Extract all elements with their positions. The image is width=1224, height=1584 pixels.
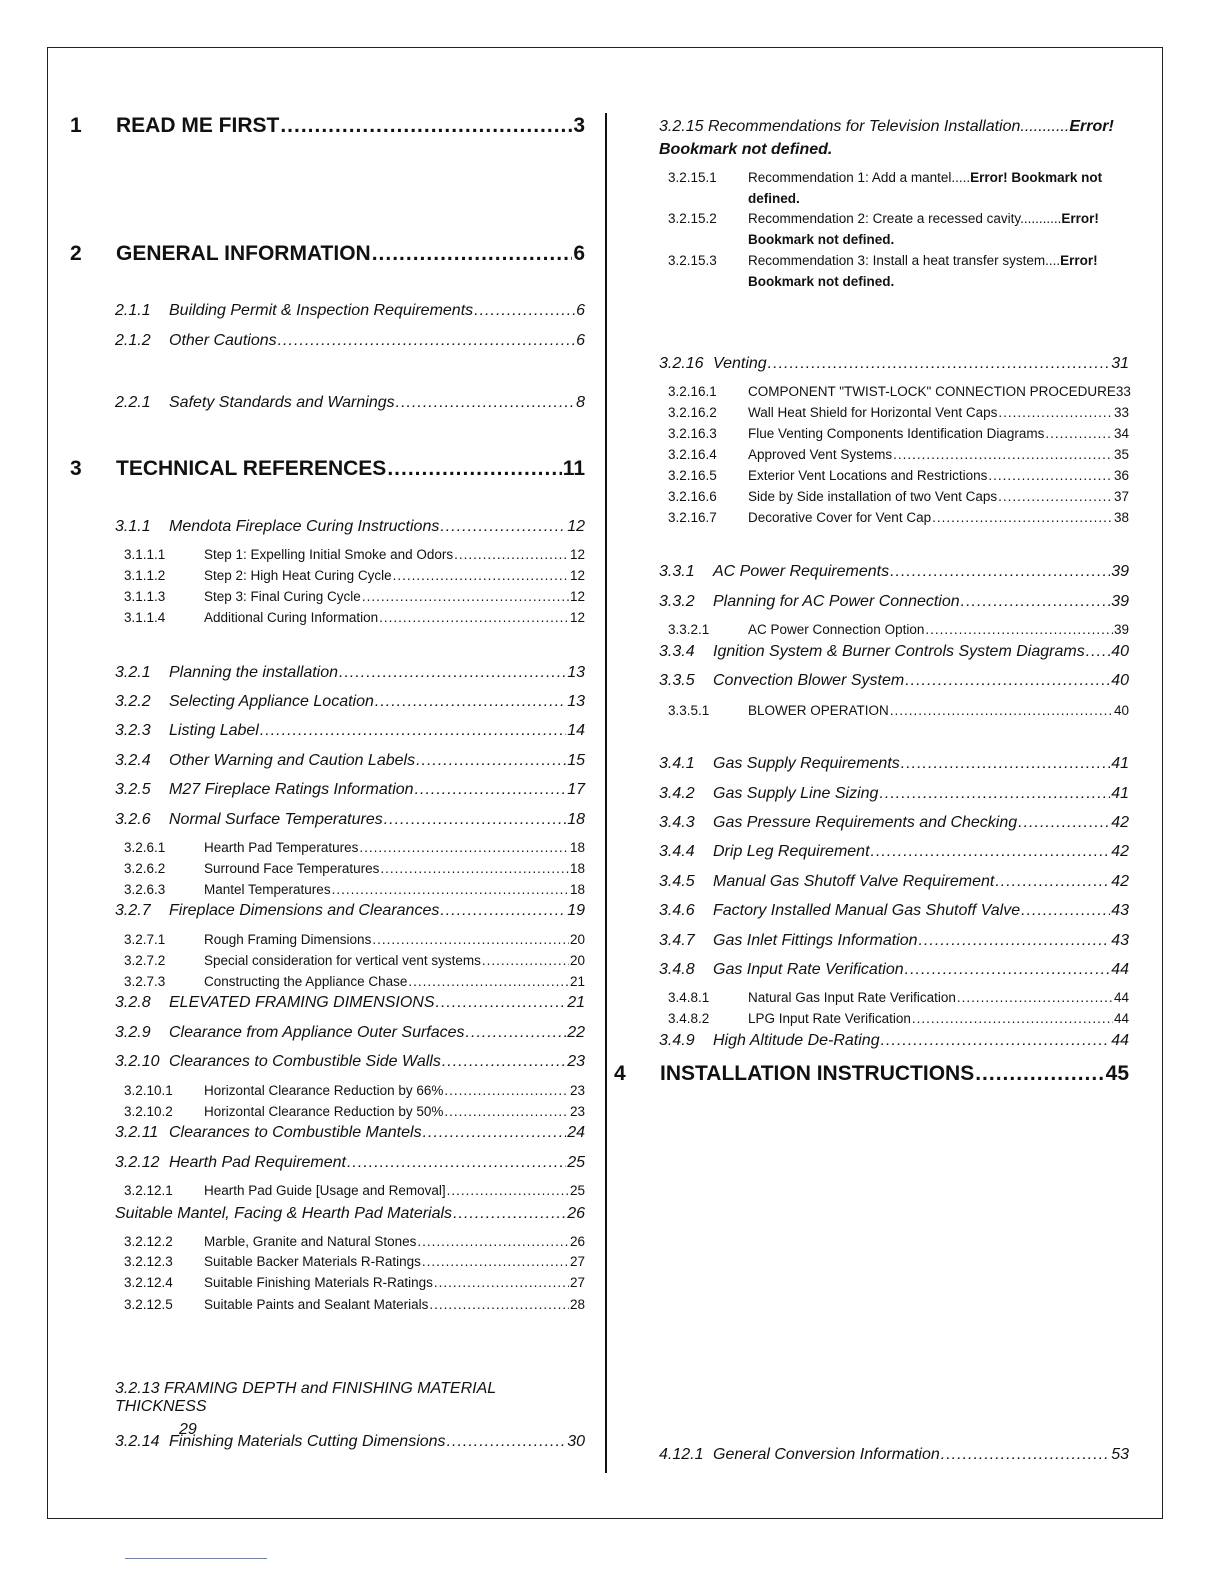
toc-entry-3-3-5-1[interactable]: 3.3.5.1 BLOWER OPERATION ..... 40 [668, 703, 1129, 718]
toc-entry-3-2-2[interactable]: 3.2.2 Selecting Appliance Location ..... 13 [115, 693, 585, 711]
toc-entry-3-2-6-3[interactable]: 3.2.6.3 Mantel Temperatures ..... 18 [124, 882, 585, 897]
toc-entry-3-1-1[interactable]: 3.1.1 Mendota Fireplace Curing Instructions ..... 12 [115, 518, 585, 536]
toc-entry-3-2-7-2[interactable]: 3.2.7.2 Special consideration for vertical vent systems ..... 20 [124, 953, 585, 968]
toc-entry-3-2-1[interactable]: 3.2.1 Planning the installation ..... 13 [115, 664, 585, 682]
toc-entry-3-2-15-3[interactable]: 3.2.15.3 Recommendation 3: Install a heat transfer system....Error! Bookmark not defined. [668, 253, 1098, 289]
toc-entry-3-2-4[interactable]: 3.2.4 Other Warning and Caution Labels ..... 15 [115, 752, 585, 770]
toc-entry-2-1-1[interactable]: 2.1.1 Building Permit & Inspection Requirements ..... 6 [115, 302, 585, 320]
toc-entry-3-2-10-2[interactable]: 3.2.10.2 Horizontal Clearance Reduction by 50% ..... 23 [124, 1104, 585, 1119]
toc-entry-3-1-1-2[interactable]: 3.1.1.2 Step 2: High Heat Curing Cycle ..... 12 [124, 568, 585, 583]
toc-page: 11 [562, 457, 585, 480]
toc-entry-3-3-1[interactable]: 3.3.1 AC Power Requirements ..... 39 [659, 563, 1129, 581]
toc-title: INSTALLATION INSTRUCTIONS [660, 1062, 975, 1085]
error-text: Error! Bookmark not defined. [659, 118, 1114, 158]
toc-entry-3-2-12[interactable]: 3.2.12 Hearth Pad Requirement ..... 25 [115, 1154, 585, 1172]
toc-entry-3-2-9[interactable]: 3.2.9 Clearance from Appliance Outer Surfaces ..... 22 [115, 1024, 585, 1042]
toc-entry-3-4-9[interactable]: 3.4.9 High Altitude De-Rating ..... 44 [659, 1032, 1129, 1050]
toc-entry-3-2-16-6[interactable]: 3.2.16.6 Side by Side installation of two Vent Caps ..... 37 [668, 489, 1129, 504]
leader-dots [372, 242, 573, 266]
toc-title: GENERAL INFORMATION [116, 242, 371, 265]
toc-entry-2-2-1[interactable]: 2.2.1 Safety Standards and Warnings ..... 8 [115, 394, 585, 412]
column-divider [605, 113, 607, 1473]
toc-entry-3-4-4[interactable]: 3.4.4 Drip Leg Requirement ..... 42 [659, 843, 1129, 861]
toc-entry-3-2-12-4[interactable]: 3.2.12.4 Suitable Finishing Materials R-Ratings ..... 27 [124, 1275, 585, 1290]
toc-entry-3-2-16-1[interactable]: 3.2.16.1 COMPONENT "TWIST-LOCK" CONNECTION PROCEDURE 33 [668, 384, 1131, 399]
toc-page: 45 [1105, 1062, 1129, 1085]
toc-entry-3-2-12-1[interactable]: 3.2.12.1 Hearth Pad Guide [Usage and Removal] ..... 25 [124, 1183, 585, 1198]
toc-entry-4[interactable]: 4 INSTALLATION INSTRUCTIONS ..... 45 [614, 1062, 1129, 1086]
toc-entry-3-2-3[interactable]: 3.2.3 Listing Label ..... 14 [115, 722, 585, 740]
leader-dots [280, 114, 572, 138]
toc-entry-3-2-13[interactable]: 3.2.13 FRAMING DEPTH and FINISHING MATERIAL THICKNESS 29 [115, 1380, 496, 1438]
toc-entry-3-2-12-3[interactable]: 3.2.12.3 Suitable Backer Materials R-Ratings ..... 27 [124, 1254, 585, 1269]
toc-entry-3-2-5[interactable]: 3.2.5 M27 Fireplace Ratings Information ..... 17 [115, 781, 585, 799]
toc-entry-suitable-materials[interactable]: Suitable Mantel, Facing & Hearth Pad Materials ..... 26 [115, 1205, 585, 1223]
toc-entry-3-1-1-1[interactable]: 3.1.1.1 Step 1: Expelling Initial Smoke and Odors ..... 12 [124, 547, 585, 562]
toc-entry-3-2-14[interactable]: 3.2.14 Finishing Materials Cutting Dimensions ..... 30 [115, 1433, 585, 1451]
toc-entry-3-2-16-5[interactable]: 3.2.16.5 Exterior Vent Locations and Restrictions ..... 36 [668, 468, 1129, 483]
toc-entry-3-3-2-1[interactable]: 3.3.2.1 AC Power Connection Option ..... 39 [668, 622, 1129, 637]
toc-entry-3-3-4[interactable]: 3.3.4 Ignition System & Burner Controls System Diagrams ..... 40 [659, 643, 1129, 661]
toc-entry-3-3-5[interactable]: 3.3.5 Convection Blower System ..... 40 [659, 672, 1129, 690]
toc-entry-3-2-16-7[interactable]: 3.2.16.7 Decorative Cover for Vent Cap ..... 38 [668, 510, 1129, 525]
toc-entry-3-2-7[interactable]: 3.2.7 Fireplace Dimensions and Clearances ..... 19 [115, 902, 585, 920]
toc-entry-3-2-10[interactable]: 3.2.10 Clearances to Combustible Side Walls ..... 23 [115, 1053, 585, 1071]
leader-dots [975, 1062, 1104, 1086]
toc-entry-3-4-8[interactable]: 3.4.8 Gas Input Rate Verification ..... 44 [659, 961, 1129, 979]
toc-entry-3-2-15[interactable]: 3.2.15 Recommendations for Television Installation...........Error! Bookmark not defined. [659, 118, 1114, 158]
toc-entry-3[interactable]: 3 TECHNICAL REFERENCES ..... 11 [70, 457, 585, 481]
toc-title: READ ME FIRST [116, 114, 280, 137]
toc-entry-3-2-16-4[interactable]: 3.2.16.4 Approved Vent Systems ..... 35 [668, 447, 1129, 462]
toc-entry-3-4-7[interactable]: 3.4.7 Gas Inlet Fittings Information ..... 43 [659, 932, 1129, 950]
toc-entry-3-2-11[interactable]: 3.2.11 Clearances to Combustible Mantels ..... 24 [115, 1124, 585, 1142]
toc-entry-3-1-1-4[interactable]: 3.1.1.4 Additional Curing Information ..... 12 [124, 610, 585, 625]
toc-entry-3-2-10-1[interactable]: 3.2.10.1 Horizontal Clearance Reduction by 66% ..... 23 [124, 1083, 585, 1098]
toc-entry-3-2-12-2[interactable]: 3.2.12.2 Marble, Granite and Natural Stones ..... 26 [124, 1234, 585, 1249]
toc-entry-3-2-6-1[interactable]: 3.2.6.1 Hearth Pad Temperatures ..... 18 [124, 840, 585, 855]
leader-dots [387, 457, 561, 481]
toc-entry-3-1-1-3[interactable]: 3.1.1.3 Step 3: Final Curing Cycle ..... 12 [124, 589, 585, 604]
toc-entry-3-4-6[interactable]: 3.4.6 Factory Installed Manual Gas Shutoff Valve ..... 43 [659, 902, 1129, 920]
toc-entry-3-4-1[interactable]: 3.4.1 Gas Supply Requirements ..... 41 [659, 755, 1129, 773]
toc-entry-3-4-5[interactable]: 3.4.5 Manual Gas Shutoff Valve Requirement ..... 42 [659, 873, 1129, 891]
toc-page: 6 [573, 242, 585, 265]
toc-entry-3-2-16-3[interactable]: 3.2.16.3 Flue Venting Components Identification Diagrams ..... 34 [668, 426, 1129, 441]
footnote-separator [125, 1558, 267, 1559]
toc-entry-3-2-15-2[interactable]: 3.2.15.2 Recommendation 2: Create a recessed cavity...........Error! Bookmark not defined. [668, 211, 1099, 247]
toc-title: TECHNICAL REFERENCES [116, 457, 387, 480]
toc-entry-3-4-8-2[interactable]: 3.4.8.2 LPG Input Rate Verification ..... 44 [668, 1011, 1129, 1026]
toc-page: 3 [573, 114, 585, 137]
toc-entry-3-2-6[interactable]: 3.2.6 Normal Surface Temperatures ..... 18 [115, 811, 585, 829]
toc-entry-2[interactable]: 2 GENERAL INFORMATION ..... 6 [70, 242, 585, 266]
toc-entry-3-2-7-1[interactable]: 3.2.7.1 Rough Framing Dimensions ..... 20 [124, 932, 585, 947]
toc-entry-3-2-16[interactable]: 3.2.16 Venting ..... 31 [659, 355, 1129, 373]
toc-entry-2-1-2[interactable]: 2.1.2 Other Cautions ..... 6 [115, 332, 585, 350]
toc-entry-3-2-12-5[interactable]: 3.2.12.5 Suitable Paints and Sealant Materials ..... 28 [124, 1297, 585, 1312]
toc-entry-3-2-6-2[interactable]: 3.2.6.2 Surround Face Temperatures ..... 18 [124, 861, 585, 876]
toc-entry-3-4-8-1[interactable]: 3.4.8.1 Natural Gas Input Rate Verification ..... 44 [668, 990, 1129, 1005]
toc-entry-3-2-8[interactable]: 3.2.8 ELEVATED FRAMING DIMENSIONS ..... 21 [115, 994, 585, 1012]
toc-entry-3-4-2[interactable]: 3.4.2 Gas Supply Line Sizing ..... 41 [659, 785, 1129, 803]
toc-entry-3-3-2[interactable]: 3.3.2 Planning for AC Power Connection ..... 39 [659, 593, 1129, 611]
toc-entry-3-2-16-2[interactable]: 3.2.16.2 Wall Heat Shield for Horizontal Vent Caps ..... 33 [668, 405, 1129, 420]
toc-entry-1[interactable]: 1 READ ME FIRST ..... 3 [70, 114, 585, 138]
toc-entry-3-2-7-3[interactable]: 3.2.7.3 Constructing the Appliance Chase ..... 21 [124, 974, 585, 989]
toc-entry-3-2-15-1[interactable]: 3.2.15.1 Recommendation 1: Add a mantel.....Error! Bookmark not defined. [668, 170, 1103, 206]
toc-entry-3-4-3[interactable]: 3.4.3 Gas Pressure Requirements and Checking ..... 42 [659, 814, 1129, 832]
toc-entry-4-12-1[interactable]: 4.12.1 General Conversion Information ..... 53 [659, 1446, 1129, 1464]
